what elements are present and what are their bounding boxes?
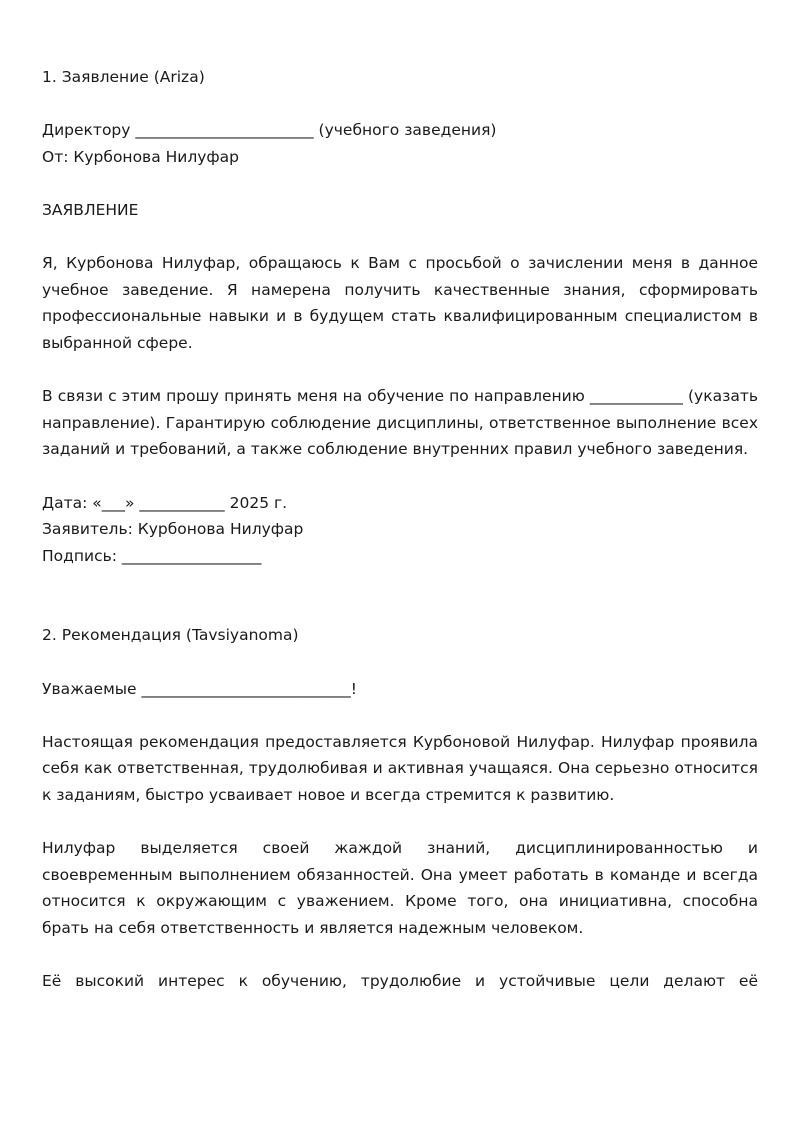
spacer: [42, 569, 758, 622]
spacer: [42, 702, 758, 729]
applicant-line: Заявитель: Курбонова Нилуфар: [42, 520, 304, 539]
spacer: [42, 357, 758, 384]
application-paragraph-1: Я, Курбонова Нилуфар, обращаюсь к Вам с просьбой о зачислении меня в данное учебное заведение. Я намерена получить качественные знания, сформировать профессиональные навыки и в будущем стать квалифицированным специалистом в выбранной сфере.: [42, 254, 758, 352]
application-title: ЗАЯВЛЕНИЕ: [42, 200, 139, 219]
greeting-line: Уважаемые ___________________________!: [42, 679, 357, 698]
recommendation-paragraph-3: Её высокий интерес к обучению, трудолюбие и устойчивые цели делают её: [42, 972, 758, 991]
section1-heading: 1. Заявление (Ariza): [42, 68, 205, 86]
spacer: [42, 170, 758, 197]
application-paragraph-2: В связи с этим прошу принять меня на обучение по направлению ____________ (указать направление). Гарантирую соблюдение дисциплины, ответственное выполнение всех заданий и требований, а также соблюдение внутренних правил учебного заведения.: [42, 387, 758, 459]
recommendation-paragraph-2: Нилуфар выделяется своей жаждой знаний, дисциплинированностью и своевременным выполнением обязанностей. Она умеет работать в команде и всегда относится к окружающим с уважением. Кроме того, она инициативна, способна брать на себя ответственность и является надежным человеком.: [42, 839, 758, 937]
sender-line: От: Курбонова Нилуфар: [42, 147, 240, 166]
spacer: [42, 649, 758, 676]
spacer: [42, 942, 758, 969]
addressee-line: Директору _______________________ (учебного заведения): [42, 121, 497, 140]
spacer: [42, 463, 758, 490]
signature-line: Подпись: __________________: [42, 546, 262, 565]
section2-heading: 2. Рекомендация (Tavsiyanoma): [42, 626, 299, 645]
date-line: Дата: «___» ___________ 2025 г.: [42, 493, 288, 512]
spacer: [42, 91, 758, 118]
spacer: [42, 809, 758, 836]
document-page: [42, 64, 758, 995]
recommendation-paragraph-1: Настоящая рекомендация предоставляется Курбоновой Нилуфар. Нилуфар проявила себя как ответственная, трудолюбивая и активная учащаяся. Она серьезно относится к заданиям, быстро усваивает новое и всегда стремится к развитию.: [42, 732, 758, 805]
spacer: [42, 224, 758, 251]
